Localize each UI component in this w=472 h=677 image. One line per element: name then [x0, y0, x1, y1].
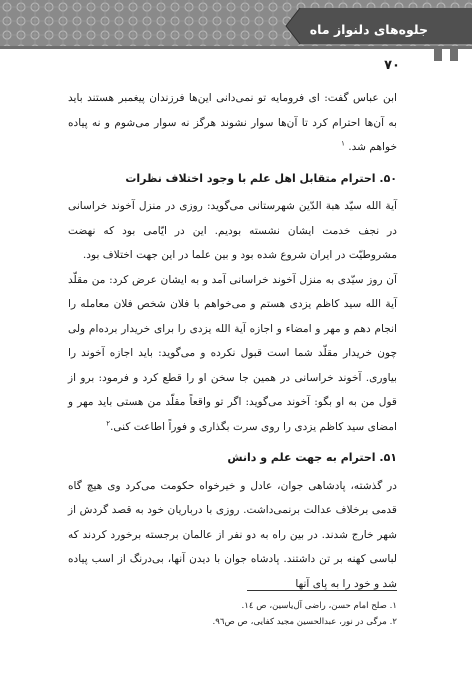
section-50-paragraph-2-text: آن روز سیّدی به منزل آخوند خراسانی آمد و به ایشان عرض کرد: من مقلّد آیة الله سید کاظم یزدی هستم و می‌خواهم با فلان شخص فلان معامله را انجام دهم و مهر و امضاء و اجازه آیة الله یزدی را برای خریدار برده‌ام ولی چون خریدار مقلّد شما است قبول نکرده و می‌گوید: باید اجازه آخوند را بیاوری. آخوند خراسانی در همین جا سخن او را قطع کرد و فرمود: برو از قول من به او بگو: آخوند می‌گوید: اگر تو واقعاً مقلّد من هستی باید مهر و امضای سید کاظم یزدی را روی سرت بگذاری و فوراً اطاعت کنی.	[68, 273, 397, 433]
page-number: ۷۰	[384, 58, 400, 73]
section-50-paragraph-2	[68, 268, 397, 440]
footnote-ref-2: ۲	[106, 418, 110, 427]
page-body	[68, 86, 397, 596]
footnote-divider	[247, 590, 397, 591]
intro-paragraph	[68, 86, 397, 160]
footnote-ref-1: ۱	[341, 139, 345, 148]
section-51-heading: ۵۱. احترام به جهت علم و دانش	[227, 451, 397, 464]
footnotes	[75, 598, 397, 630]
footnote-2: ۲. مرگی در نور، عبدالحسین مجید کفایی، ص ص۹٦.	[212, 617, 397, 627]
section-50-paragraph-1: آیة الله سیّد هبة الدّین شهرستانی می‌گوید: روزی در منزل آخوند خراسانی در نجف خدمت ایشان نشسته بودیم. این در ایّامی بود که نهضت مشروطیّت در ایران شروع شده بود و بین علما در این جهت اختلاف بود.	[68, 200, 397, 261]
section-50-heading: ۵۰. احترام متقابل اهل علم با وجود اختلاف نظرات	[125, 171, 397, 185]
book-title: جلوه‌های دلنواز ماه	[309, 22, 428, 37]
footnote-1: ۱. صلح امام حسن، راضی آل‌یاسین، ص ۱٤.	[241, 601, 397, 611]
intro-text: ابن عباس گفت: ای فرومایه تو نمی‌دانی این‌ها فرزندان پیغمبر هستند باید به آن‌ها احترام کرد تا آن‌ها سوار نشوند هرگز نه سوار می‌شوم و نه پیاده خواهم شد.	[68, 92, 397, 153]
page-header	[0, 0, 472, 73]
section-51-paragraph-1: در گذشته، پادشاهی جوان، عادل و خیرخواه حکومت می‌کرد وی هیچ گاه قدمی برخلاف عدالت برنمی‌داشت. روزی با درباریان خود به قصد گردش از شهر خارج شدند. در بین راه به دو نفر از عالمان برجسته برخورد کردند که لباسی کهنه بر تن داشتند. پادشاه جوان با دیدن آنها، بی‌درنگ از اسب پیاده شد و خود را به پای آنها	[68, 479, 397, 590]
